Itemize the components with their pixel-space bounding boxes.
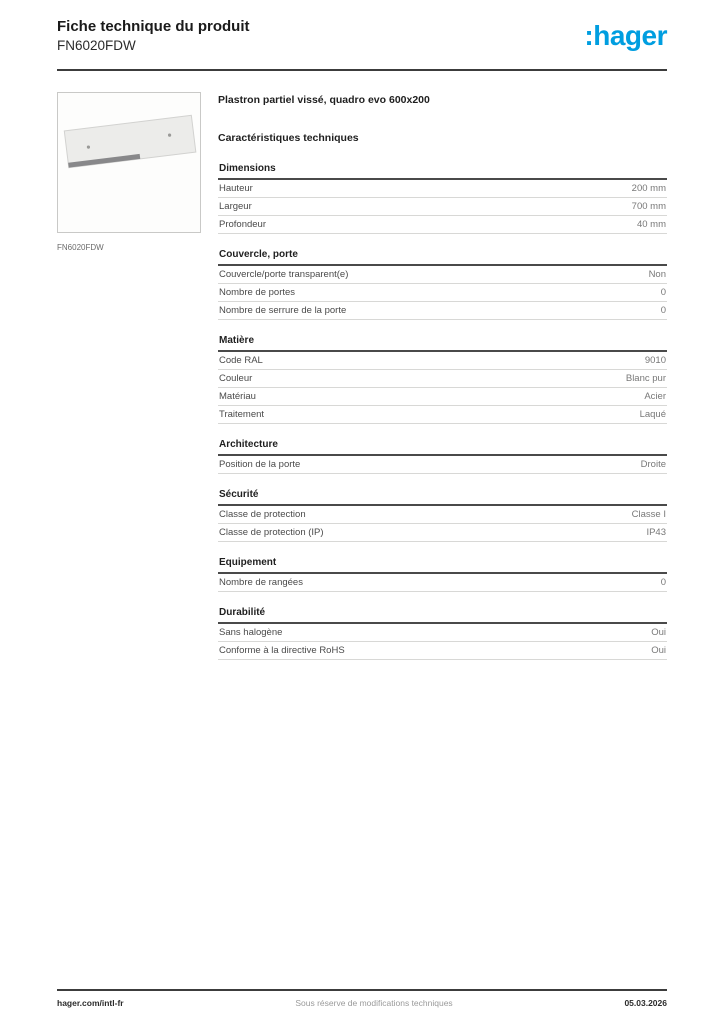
plastron-panel-drawing: [58, 93, 201, 233]
page-footer: [57, 989, 667, 1008]
section-title: Couvercle, porte: [218, 247, 667, 266]
spec-value: 0: [660, 577, 666, 588]
spec-column: [218, 92, 667, 673]
spec-row: [218, 180, 667, 198]
spec-row: [218, 302, 667, 320]
spec-value: Classe I: [631, 509, 666, 520]
product-image: [57, 92, 201, 233]
spec-row: [218, 524, 667, 542]
page-title: Fiche technique du produit: [57, 18, 250, 35]
spec-label: Conforme à la directive RoHS: [219, 645, 345, 656]
spec-value: IP43: [646, 527, 666, 538]
spec-row: [218, 352, 667, 370]
spec-label: Largeur: [219, 201, 252, 212]
spec-section: [218, 437, 667, 474]
section-title: Equipement: [218, 555, 667, 574]
spec-label: Traitement: [219, 409, 265, 420]
spec-label: Nombre de serrure de la porte: [219, 305, 347, 316]
spec-section: [218, 555, 667, 592]
footer-date: 05.03.2026: [624, 998, 667, 1008]
spec-value: 200 mm: [631, 183, 666, 194]
section-title: Durabilité: [218, 605, 667, 624]
spec-row: [218, 624, 667, 642]
spec-section: [218, 487, 667, 542]
footer-disclaimer: Sous réserve de modifications techniques: [295, 998, 453, 1008]
spec-row: [218, 642, 667, 660]
page-header: [57, 18, 667, 53]
section-title: Dimensions: [218, 161, 667, 180]
spec-row: [218, 216, 667, 234]
spec-row: [218, 406, 667, 424]
header-divider: [57, 69, 667, 71]
spec-label: Couvercle/porte transparent(e): [219, 269, 349, 280]
characteristics-heading: Caractéristiques techniques: [218, 132, 359, 144]
spec-row: [218, 370, 667, 388]
spec-value: Droite: [640, 459, 666, 470]
spec-value: 40 mm: [636, 219, 666, 230]
section-title: Architecture: [218, 437, 667, 456]
spec-label: Code RAL: [219, 355, 263, 366]
spec-row: [218, 198, 667, 216]
spec-label: Hauteur: [219, 183, 253, 194]
spec-value: Non: [648, 269, 666, 280]
product-image-column: [57, 92, 201, 673]
spec-row: [218, 574, 667, 592]
spec-value: 0: [660, 305, 666, 316]
spec-section: [218, 161, 667, 234]
spec-label: Nombre de portes: [219, 287, 296, 298]
spec-label: Matériau: [219, 391, 256, 402]
spec-value: 0: [660, 287, 666, 298]
spec-label: Nombre de rangées: [219, 577, 303, 588]
footer-link[interactable]: hager.com/intl-fr: [57, 998, 124, 1008]
spec-value: 700 mm: [631, 201, 666, 212]
section-title: Matière: [218, 333, 667, 352]
spec-label: Classe de protection (IP): [219, 527, 324, 538]
product-image-caption: FN6020FDW: [57, 243, 104, 252]
spec-row: [218, 266, 667, 284]
spec-row: [218, 506, 667, 524]
spec-label: Couleur: [219, 373, 253, 384]
section-title: Sécurité: [218, 487, 667, 506]
spec-value: Oui: [651, 645, 666, 656]
spec-value: Oui: [651, 627, 666, 638]
spec-label: Profondeur: [219, 219, 267, 230]
spec-value: Blanc pur: [625, 373, 666, 384]
product-title: Plastron partiel vissé, quadro evo 600x200: [218, 94, 430, 106]
spec-value: 9010: [644, 355, 666, 366]
spec-label: Position de la porte: [219, 459, 301, 470]
spec-row: [218, 284, 667, 302]
spec-section: [218, 605, 667, 660]
spec-sections: [218, 161, 667, 660]
spec-label: Classe de protection: [219, 509, 306, 520]
spec-value: Acier: [644, 391, 666, 402]
spec-section: [218, 333, 667, 424]
content-area: [57, 92, 667, 673]
spec-section: [218, 247, 667, 320]
product-code: FN6020FDW: [57, 38, 136, 53]
spec-row: [218, 456, 667, 474]
hager-logo: :hager: [584, 20, 667, 51]
spec-label: Sans halogène: [219, 627, 283, 638]
spec-row: [218, 388, 667, 406]
spec-value: Laqué: [639, 409, 666, 420]
